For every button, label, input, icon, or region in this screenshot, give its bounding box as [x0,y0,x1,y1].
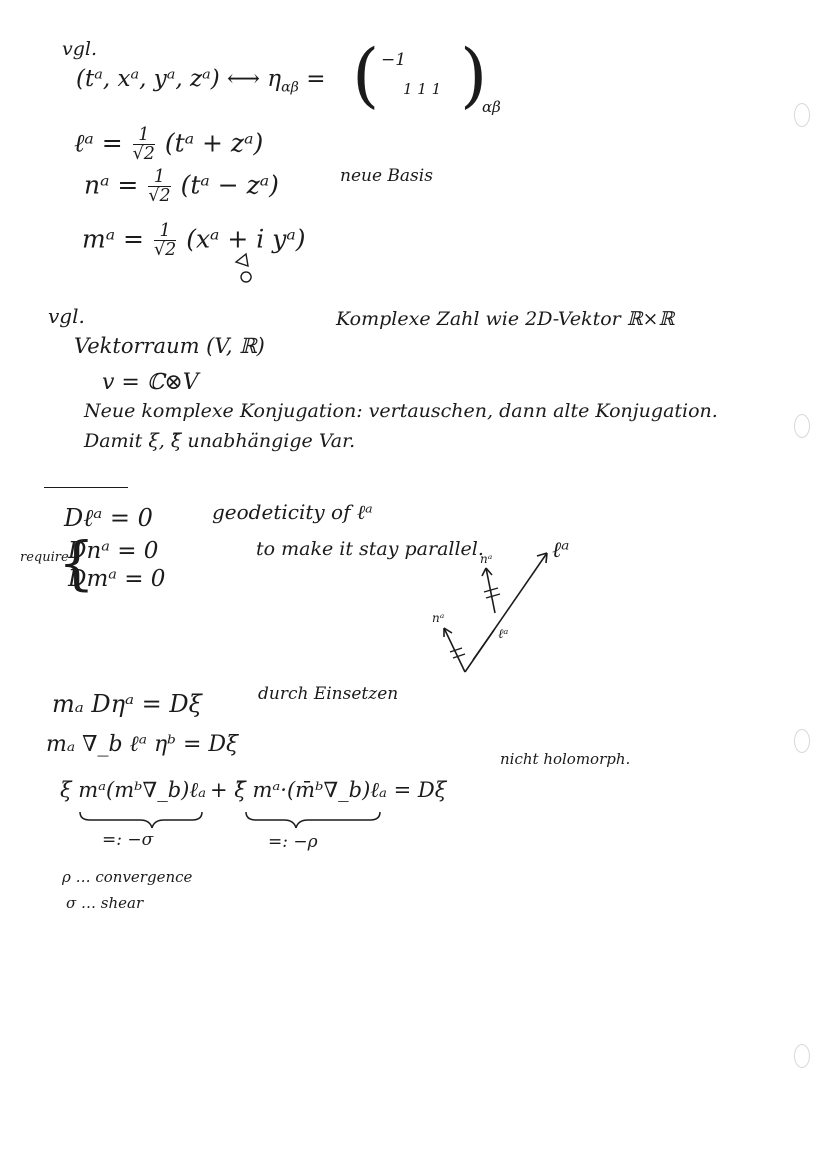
nicht-holomorph-text: nicht holomorph. [500,750,631,768]
fraction-one-over-root-two: $\frac{1}{√2}$ [132,125,155,165]
punch-hole [794,414,810,438]
geodesic-equation: Dℓᵃ = 0 [64,504,153,532]
durch-einsetzen-text: durch Einsetzen [258,684,399,704]
dn-equation: Dnᵃ = 0 [68,538,159,564]
matrix-entry-minus-one: −1 [381,50,407,70]
matrix-subscript: αβ [482,98,501,116]
n-vector-top [486,568,495,613]
parallel-tick-marks [450,588,500,658]
underbrace-sigma [80,812,202,828]
damit-line: Damit ξ, ξ̄ unabhängige Var. [84,430,356,452]
sigma-legend: σ … shear [66,894,144,912]
n-vector-bottom-arrowhead [444,628,452,637]
l-definition [74,126,263,164]
underbrace-rho [246,812,380,828]
punch-hole [794,1044,810,1068]
complexification-line: v = ℂ⊗V [102,370,199,395]
m-definition [82,222,305,260]
equation-one: mₐ Dηᵃ = Dξ [52,690,202,718]
eta-subscript: αβ [281,79,299,96]
punch-hole [794,103,810,127]
require-label: require [20,550,69,565]
fraction-one-over-root-two: $\frac{1}{√2}$ [148,167,171,207]
coordinate-correspondence: (tᵃ, xᵃ, yᵃ, zᵃ) ⟷ $\eta_{\alpha\beta}$ = [76,66,326,96]
komplexe-zahl-line: Komplexe Zahl wie 2D-Vektor ℝ×ℝ [336,308,675,330]
coordinate-tuple: (tᵃ, xᵃ, yᵃ, zᵃ) ⟷ η [76,66,282,92]
vgl-label: vgl. [62,38,98,60]
punch-hole [794,729,810,753]
equation-three-right: + ξ̄ mᵃ·(m̄ᵇ∇_b)ℓₐ = Dξ [210,778,447,802]
matrix-left-paren: ( [352,34,380,116]
equation-two: mₐ ∇_b ℓᵃ ηᵇ = Dξ [46,732,239,757]
vgl-label-2: vgl. [48,304,85,328]
m-rhs: (xᵃ + i yᵃ) [186,224,306,254]
l-rhs: (tᵃ + zᵃ) [164,128,264,158]
l-lhs: ℓᵃ = [74,128,131,158]
section-divider [44,487,128,488]
l-vector-arrowhead [537,553,547,563]
diagram-label-n-bottom: nᵃ [432,611,445,625]
matrix-right-paren: ) [460,34,488,116]
sigma-definition: =: −σ [102,830,154,850]
n-rhs: (tᵃ − zᵃ) [180,170,279,200]
fraction-one-over-root-two: $\frac{1}{√2}$ [153,221,177,261]
rho-definition: =: −ρ [268,832,318,852]
equation-three-left: ξ mᵃ(mᵇ∇_b)ℓₐ [60,778,206,802]
l-vector-bottom [473,630,494,660]
n-definition [84,168,279,206]
vektorraum-line: Vektorraum (V, ℝ) [74,334,265,358]
neue-konjugation-line: Neue komplexe Konjugation: vertauschen, dann alte Konjugation. [84,400,718,422]
n-vector-bottom [444,628,465,672]
matrix-diagonal: 1 1 1 [403,80,442,98]
diagram-label-l-top: ℓᵃ [552,538,570,563]
geodeticity-text: geodeticity of ℓᵃ [212,500,373,524]
n-lhs: nᵃ = [84,170,147,200]
dm-equation: Dmᵃ = 0 [68,566,166,592]
diagram-label-n-top: nᵃ [480,552,493,566]
m-lhs: mᵃ = [82,224,152,254]
neue-basis-note: neue Basis [340,166,433,186]
diagram-label-l-bottom: ℓᵃ [498,627,509,642]
require-brace: { [58,529,95,597]
stay-parallel-text: to make it stay parallel. [256,538,484,560]
n-vector-top-arrowhead [482,568,492,576]
l-vector-line [465,553,547,672]
rho-legend: ρ … convergence [62,868,193,886]
